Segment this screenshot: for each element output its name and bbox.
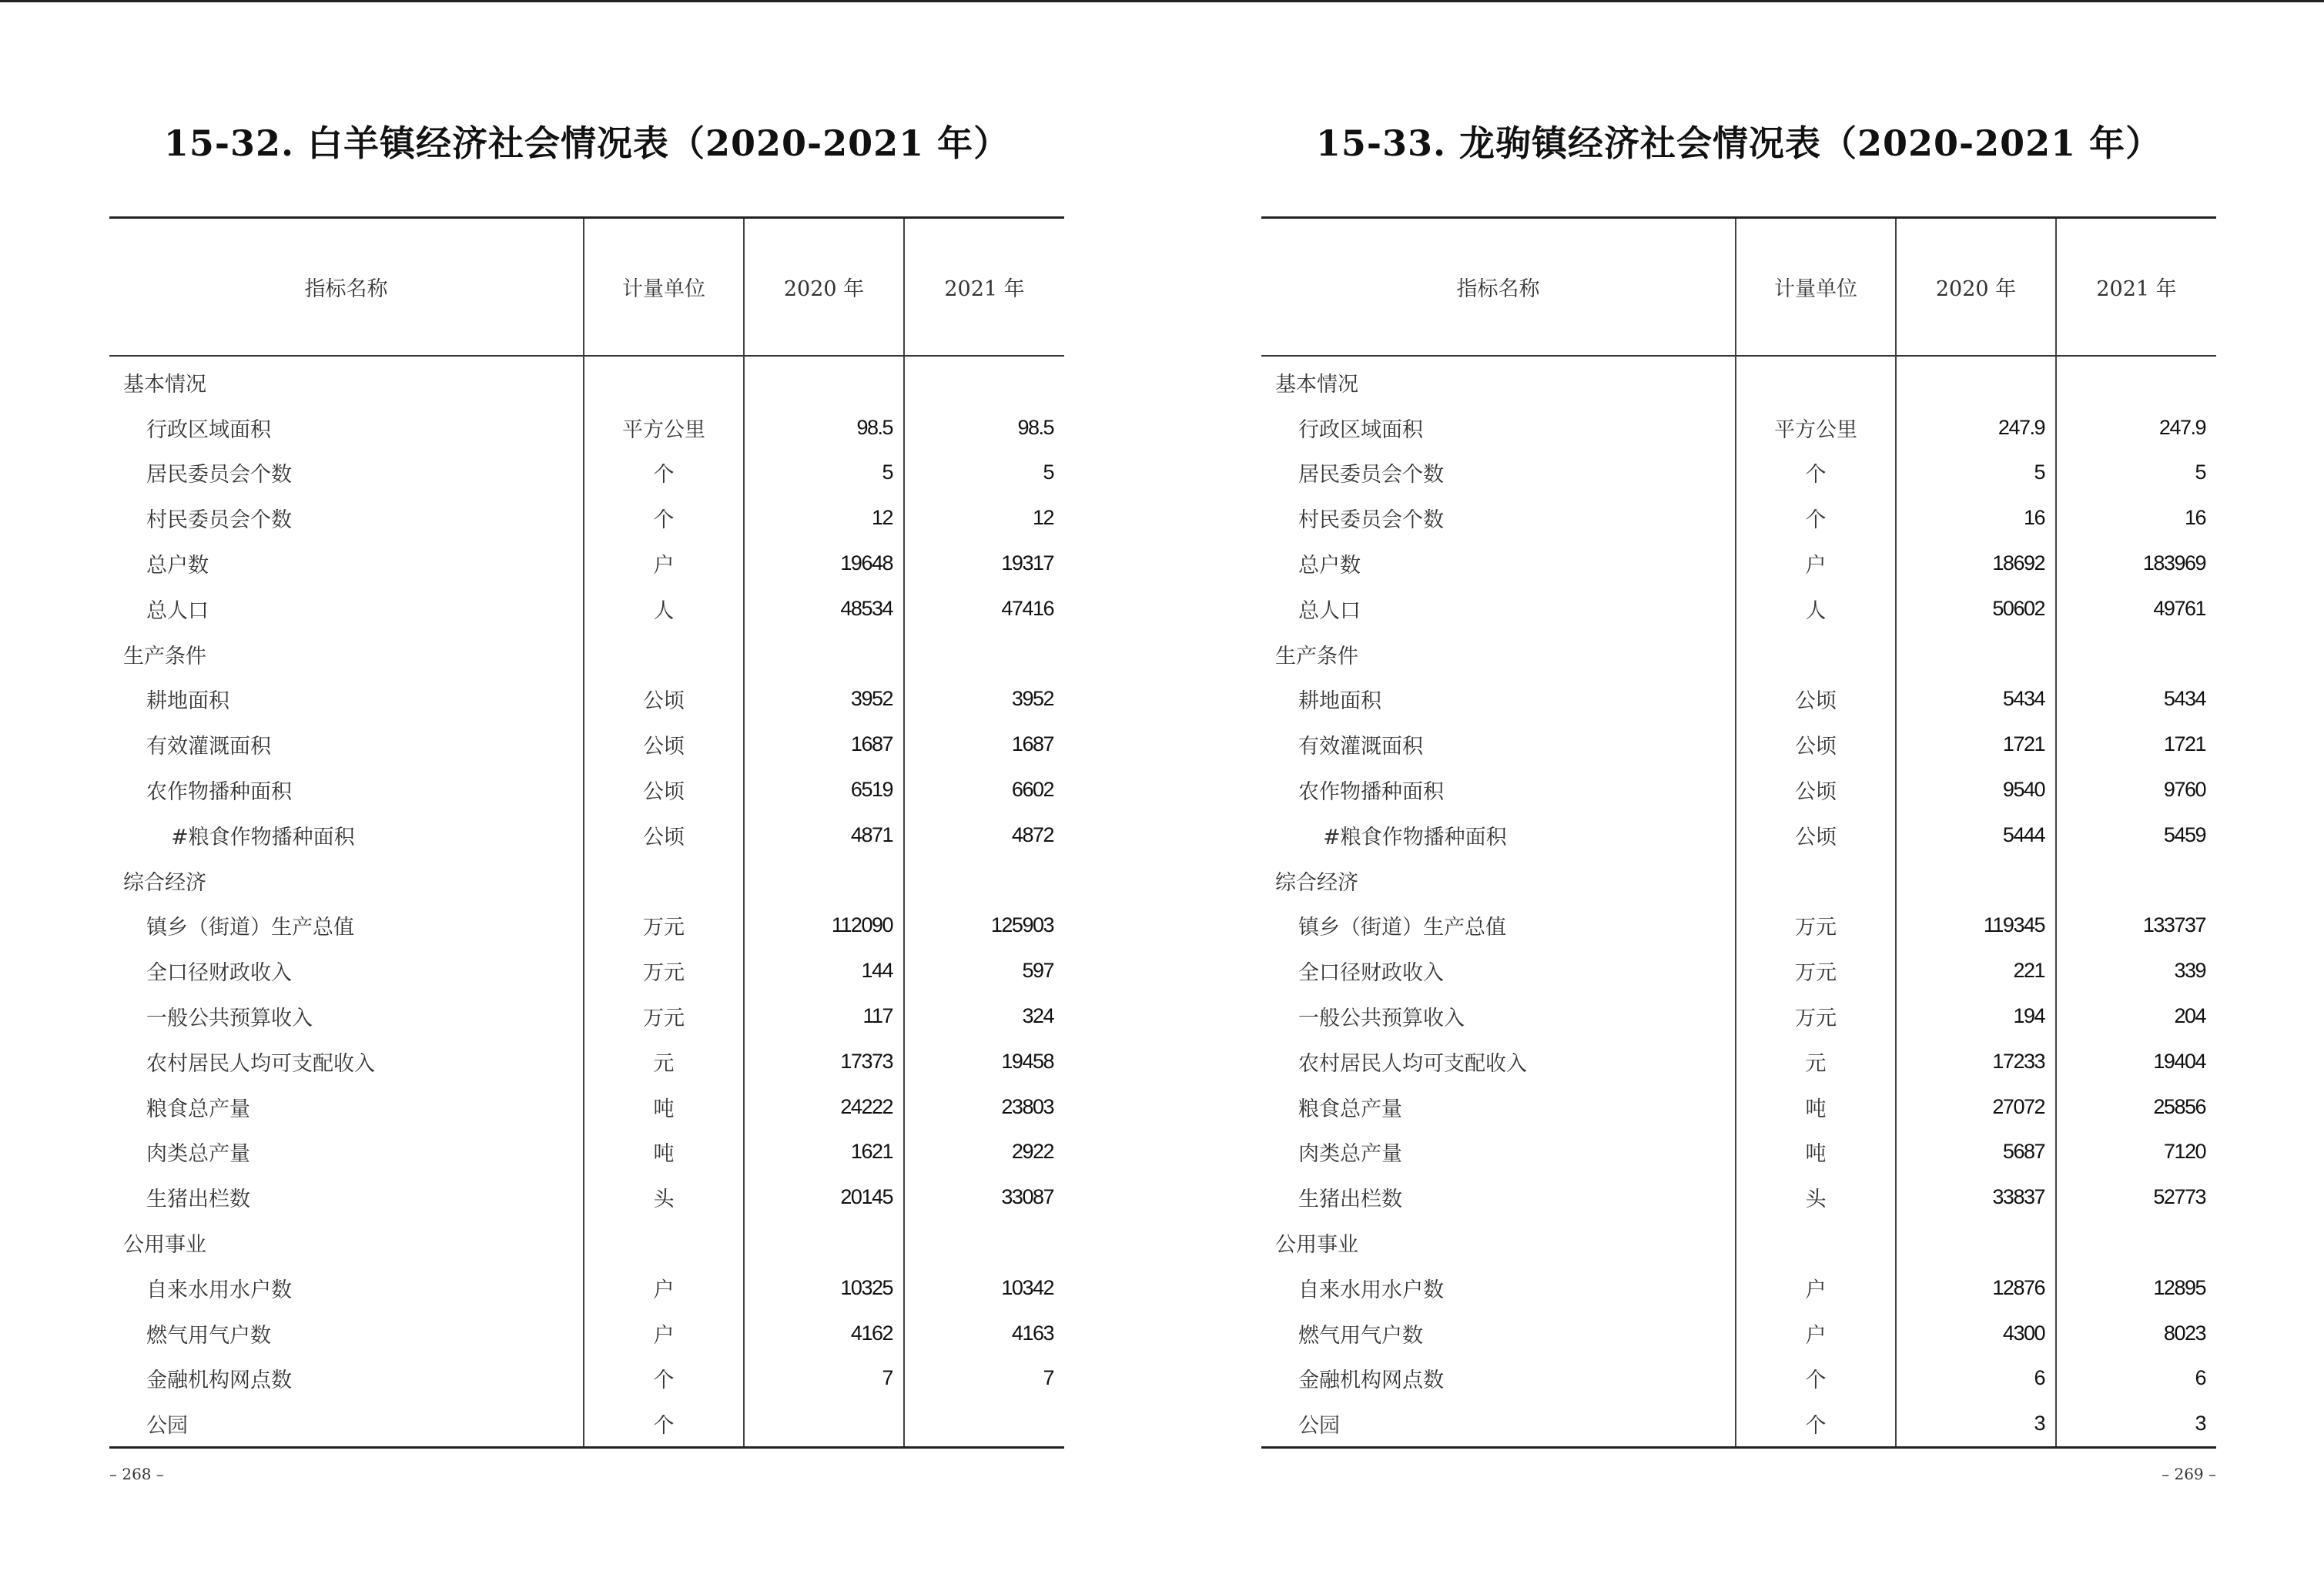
right-page bbox=[1261, 0, 2216, 1588]
value-2020-cell: 4300 bbox=[1896, 1311, 2056, 1356]
section-header-row bbox=[1261, 1220, 2216, 1265]
unit-cell: 公顷 bbox=[584, 812, 744, 858]
value-2021-cell: 6 bbox=[2056, 1356, 2216, 1402]
indicator-name-cell: 总户数 bbox=[146, 554, 209, 578]
indicator-name-cell: 村民委员会个数 bbox=[146, 508, 292, 533]
value-2020-cell bbox=[1896, 632, 2056, 677]
unit-cell: 吨 bbox=[1736, 1130, 1896, 1175]
page-number: – 268 – bbox=[109, 1465, 164, 1483]
value-2020-cell: 19648 bbox=[744, 541, 904, 586]
indicator-name-cell: 村民委员会个数 bbox=[1298, 508, 1444, 533]
unit-cell: 万元 bbox=[1736, 903, 1896, 949]
unit-cell bbox=[584, 858, 744, 903]
section-header-row bbox=[1261, 632, 2216, 677]
value-2021-cell: 5459 bbox=[2056, 812, 2216, 858]
table-row bbox=[109, 722, 1064, 767]
value-2021-cell bbox=[2056, 1220, 2216, 1265]
unit-cell: 户 bbox=[584, 1311, 744, 1356]
indicator-name-cell: 肉类总产量 bbox=[146, 1142, 250, 1167]
unit-cell: 万元 bbox=[584, 948, 744, 993]
table-row bbox=[1261, 722, 2216, 767]
unit-cell: 公顷 bbox=[584, 677, 744, 722]
table-row bbox=[1261, 993, 2216, 1039]
table-row bbox=[1261, 1356, 2216, 1402]
unit-cell: 个 bbox=[584, 1356, 744, 1402]
unit-cell bbox=[1736, 1220, 1896, 1265]
header-unit: 计量单位 bbox=[584, 218, 744, 357]
value-2021-cell: 1721 bbox=[2056, 722, 2216, 767]
value-2021-cell: 19317 bbox=[904, 541, 1064, 586]
value-2020-cell: 48534 bbox=[744, 586, 904, 632]
value-2021-cell: 4872 bbox=[904, 812, 1064, 858]
value-2020-cell: 9540 bbox=[1896, 767, 2056, 812]
value-2020-cell: 17233 bbox=[1896, 1039, 2056, 1084]
value-2021-cell bbox=[2056, 858, 2216, 903]
table-row bbox=[109, 993, 1064, 1039]
unit-cell bbox=[584, 632, 744, 677]
indicator-name-cell: 粮食总产量 bbox=[1298, 1097, 1402, 1121]
table-row bbox=[109, 903, 1064, 949]
indicator-name-cell: 基本情况 bbox=[1275, 372, 1358, 397]
unit-cell bbox=[1736, 858, 1896, 903]
indicator-name-cell: 自来水用水户数 bbox=[1298, 1278, 1444, 1302]
value-2020-cell: 27072 bbox=[1896, 1084, 2056, 1130]
value-2021-cell bbox=[904, 1220, 1064, 1265]
indicator-name-cell: 行政区域面积 bbox=[146, 417, 271, 442]
unit-cell: 万元 bbox=[584, 993, 744, 1039]
value-2021-cell: 12895 bbox=[2056, 1265, 2216, 1311]
table-row bbox=[1261, 1401, 2216, 1447]
table-row bbox=[109, 677, 1064, 722]
value-2021-cell bbox=[2056, 356, 2216, 405]
value-2021-cell: 3 bbox=[2056, 1401, 2216, 1447]
value-2021-cell: 324 bbox=[904, 993, 1064, 1039]
unit-cell: 万元 bbox=[1736, 948, 1896, 993]
value-2020-cell: 5434 bbox=[1896, 677, 2056, 722]
value-2020-cell: 16 bbox=[1896, 495, 2056, 541]
value-2020-cell: 6519 bbox=[744, 767, 904, 812]
value-2020-cell: 98.5 bbox=[744, 405, 904, 451]
table-row bbox=[1261, 903, 2216, 949]
unit-cell: 元 bbox=[1736, 1039, 1896, 1084]
value-2020-cell: 1687 bbox=[744, 722, 904, 767]
table-row bbox=[1261, 948, 2216, 993]
indicator-name-cell: 农村居民人均可支配收入 bbox=[1298, 1051, 1527, 1076]
unit-cell: 个 bbox=[1736, 451, 1896, 496]
value-2021-cell: 12 bbox=[904, 495, 1064, 541]
header-year-2021: 2021 年 bbox=[2056, 218, 2216, 357]
unit-cell: 平方公里 bbox=[1736, 405, 1896, 451]
header-year-2021: 2021 年 bbox=[904, 218, 1064, 357]
indicator-name-cell: 居民委员会个数 bbox=[1298, 463, 1444, 487]
value-2021-cell: 16 bbox=[2056, 495, 2216, 541]
table-row bbox=[109, 1130, 1064, 1175]
value-2021-cell bbox=[904, 632, 1064, 677]
value-2020-cell bbox=[1896, 1220, 2056, 1265]
unit-cell: 公顷 bbox=[584, 767, 744, 812]
table-row bbox=[1261, 1174, 2216, 1220]
indicator-name-cell: 农作物播种面积 bbox=[146, 780, 292, 805]
unit-cell: 公顷 bbox=[1736, 677, 1896, 722]
value-2020-cell bbox=[1896, 858, 2056, 903]
header-indicator-name: 指标名称 bbox=[1261, 218, 1736, 357]
value-2021-cell: 204 bbox=[2056, 993, 2216, 1039]
indicator-name-cell: 一般公共预算收入 bbox=[1298, 1007, 1465, 1031]
table-row bbox=[109, 1084, 1064, 1130]
indicator-name-cell: 生猪出栏数 bbox=[1298, 1188, 1402, 1212]
stats-table bbox=[1261, 216, 2216, 1449]
indicator-name-cell: 耕地面积 bbox=[146, 689, 229, 714]
value-2021-cell: 6602 bbox=[904, 767, 1064, 812]
value-2021-cell: 98.5 bbox=[904, 405, 1064, 451]
indicator-name-cell: 公用事业 bbox=[1275, 1233, 1358, 1258]
indicator-name-cell: 总人口 bbox=[146, 598, 209, 623]
value-2020-cell: 50602 bbox=[1896, 586, 2056, 632]
indicator-name-cell: 燃气用气户数 bbox=[1298, 1323, 1423, 1348]
value-2021-cell: 8023 bbox=[2056, 1311, 2216, 1356]
indicator-name-cell: 农村居民人均可支配收入 bbox=[146, 1051, 375, 1076]
unit-cell: 个 bbox=[1736, 1356, 1896, 1402]
value-2020-cell bbox=[744, 1401, 904, 1447]
indicator-name-cell: 基本情况 bbox=[123, 372, 206, 397]
unit-cell bbox=[584, 356, 744, 405]
value-2020-cell: 12 bbox=[744, 495, 904, 541]
value-2020-cell: 194 bbox=[1896, 993, 2056, 1039]
value-2020-cell: 5 bbox=[744, 451, 904, 496]
page-title: 15-32. 白羊镇经济社会情况表（2020-2021 年） bbox=[163, 122, 1010, 164]
table-row bbox=[1261, 812, 2216, 858]
unit-cell: 个 bbox=[1736, 1401, 1896, 1447]
value-2021-cell: 183969 bbox=[2056, 541, 2216, 586]
indicator-name-cell: 有效灌溉面积 bbox=[1298, 735, 1423, 759]
value-2021-cell: 2922 bbox=[904, 1130, 1064, 1175]
value-2020-cell: 4162 bbox=[744, 1311, 904, 1356]
unit-cell bbox=[1736, 632, 1896, 677]
unit-cell: 头 bbox=[1736, 1174, 1896, 1220]
unit-cell: 户 bbox=[1736, 1311, 1896, 1356]
value-2020-cell: 5687 bbox=[1896, 1130, 2056, 1175]
section-header-row bbox=[1261, 858, 2216, 903]
table-row bbox=[1261, 677, 2216, 722]
indicator-name-cell: 全口径财政收入 bbox=[1298, 961, 1444, 986]
value-2020-cell bbox=[1896, 356, 2056, 405]
value-2021-cell: 10342 bbox=[904, 1265, 1064, 1311]
table-row bbox=[1261, 495, 2216, 541]
indicator-name-cell: 一般公共预算收入 bbox=[146, 1007, 313, 1031]
value-2020-cell: 18692 bbox=[1896, 541, 2056, 586]
table-row bbox=[109, 451, 1064, 496]
unit-cell: 人 bbox=[1736, 586, 1896, 632]
value-2020-cell: 247.9 bbox=[1896, 405, 2056, 451]
unit-cell: 户 bbox=[1736, 541, 1896, 586]
table-row bbox=[1261, 1311, 2216, 1356]
table-row bbox=[1261, 451, 2216, 496]
value-2020-cell: 24222 bbox=[744, 1084, 904, 1130]
value-2021-cell: 47416 bbox=[904, 586, 1064, 632]
value-2020-cell: 3952 bbox=[744, 677, 904, 722]
table-row bbox=[1261, 405, 2216, 451]
indicator-name-cell: 耕地面积 bbox=[1298, 689, 1381, 714]
indicator-name-cell: 公园 bbox=[1298, 1414, 1340, 1439]
unit-cell: 元 bbox=[584, 1039, 744, 1084]
value-2021-cell: 9760 bbox=[2056, 767, 2216, 812]
section-header-row bbox=[109, 356, 1064, 405]
value-2021-cell: 133737 bbox=[2056, 903, 2216, 949]
section-header-row bbox=[109, 632, 1064, 677]
table-row bbox=[109, 767, 1064, 812]
indicator-name-cell: 自来水用水户数 bbox=[146, 1278, 292, 1302]
value-2020-cell bbox=[744, 632, 904, 677]
value-2021-cell: 7120 bbox=[2056, 1130, 2216, 1175]
indicator-name-cell: 有效灌溉面积 bbox=[146, 735, 271, 759]
unit-cell: 公顷 bbox=[1736, 767, 1896, 812]
indicator-name-cell: 金融机构网点数 bbox=[146, 1369, 292, 1393]
value-2020-cell: 10325 bbox=[744, 1265, 904, 1311]
unit-cell: 头 bbox=[584, 1174, 744, 1220]
unit-cell: 个 bbox=[584, 1401, 744, 1447]
value-2021-cell: 49761 bbox=[2056, 586, 2216, 632]
indicator-name-cell: 镇乡（街道）生产总值 bbox=[1298, 916, 1506, 940]
value-2021-cell bbox=[2056, 632, 2216, 677]
value-2021-cell: 7 bbox=[904, 1356, 1064, 1402]
unit-cell: 公顷 bbox=[1736, 722, 1896, 767]
unit-cell bbox=[584, 1220, 744, 1265]
indicator-name-cell: 生猪出栏数 bbox=[146, 1188, 250, 1212]
indicator-name-cell: 燃气用气户数 bbox=[146, 1323, 271, 1348]
value-2021-cell: 597 bbox=[904, 948, 1064, 993]
header-indicator-name: 指标名称 bbox=[109, 218, 584, 357]
value-2021-cell: 5434 bbox=[2056, 677, 2216, 722]
value-2020-cell: 6 bbox=[1896, 1356, 2056, 1402]
value-2021-cell: 19458 bbox=[904, 1039, 1064, 1084]
value-2020-cell bbox=[744, 1220, 904, 1265]
table-row bbox=[109, 495, 1064, 541]
value-2021-cell: 23803 bbox=[904, 1084, 1064, 1130]
table-row bbox=[109, 1039, 1064, 1084]
table-row bbox=[1261, 1039, 2216, 1084]
unit-cell: 个 bbox=[1736, 495, 1896, 541]
table-row bbox=[109, 1265, 1064, 1311]
left-page bbox=[109, 0, 1064, 1588]
table-row bbox=[109, 812, 1064, 858]
unit-cell: 吨 bbox=[584, 1130, 744, 1175]
unit-cell: 吨 bbox=[584, 1084, 744, 1130]
unit-cell bbox=[1736, 356, 1896, 405]
unit-cell: 人 bbox=[584, 586, 744, 632]
value-2021-cell: 339 bbox=[2056, 948, 2216, 993]
indicator-name-cell: 生产条件 bbox=[123, 644, 206, 668]
value-2020-cell: 5 bbox=[1896, 451, 2056, 496]
value-2020-cell: 3 bbox=[1896, 1401, 2056, 1447]
unit-cell: 平方公里 bbox=[584, 405, 744, 451]
table-row bbox=[109, 586, 1064, 632]
indicator-name-cell: 综合经济 bbox=[123, 870, 206, 895]
section-header-row bbox=[109, 1220, 1064, 1265]
section-header-row bbox=[1261, 356, 2216, 405]
indicator-name-cell: 全口径财政收入 bbox=[146, 961, 292, 986]
unit-cell: 个 bbox=[584, 495, 744, 541]
section-header-row bbox=[109, 858, 1064, 903]
unit-cell: 万元 bbox=[1736, 993, 1896, 1039]
indicator-name-cell: 公用事业 bbox=[123, 1233, 206, 1258]
table-row bbox=[109, 1311, 1064, 1356]
unit-cell: 个 bbox=[584, 451, 744, 496]
value-2020-cell: 12876 bbox=[1896, 1265, 2056, 1311]
value-2020-cell: 4871 bbox=[744, 812, 904, 858]
value-2020-cell: 1621 bbox=[744, 1130, 904, 1175]
header-year-2020: 2020 年 bbox=[1896, 218, 2056, 357]
indicator-name-cell: 居民委员会个数 bbox=[146, 463, 292, 487]
table-row bbox=[109, 1401, 1064, 1447]
value-2020-cell bbox=[744, 356, 904, 405]
unit-cell: 吨 bbox=[1736, 1084, 1896, 1130]
stats-table bbox=[109, 216, 1064, 1449]
unit-cell: 户 bbox=[584, 1265, 744, 1311]
indicator-name-cell: 公园 bbox=[146, 1414, 188, 1439]
indicator-name-cell: #粮食作物播种面积 bbox=[171, 825, 355, 849]
unit-cell: 万元 bbox=[584, 903, 744, 949]
indicator-name-cell: 行政区域面积 bbox=[1298, 417, 1423, 442]
indicator-name-cell: 综合经济 bbox=[1275, 870, 1358, 895]
value-2021-cell bbox=[904, 1401, 1064, 1447]
value-2020-cell: 7 bbox=[744, 1356, 904, 1402]
value-2021-cell: 125903 bbox=[904, 903, 1064, 949]
unit-cell: 公顷 bbox=[1736, 812, 1896, 858]
value-2021-cell: 3952 bbox=[904, 677, 1064, 722]
value-2020-cell: 119345 bbox=[1896, 903, 2056, 949]
value-2020-cell bbox=[744, 858, 904, 903]
table-row bbox=[109, 1356, 1064, 1402]
indicator-name-cell: 农作物播种面积 bbox=[1298, 780, 1444, 805]
unit-cell: 户 bbox=[1736, 1265, 1896, 1311]
header-unit: 计量单位 bbox=[1736, 218, 1896, 357]
value-2021-cell: 247.9 bbox=[2056, 405, 2216, 451]
table-row bbox=[109, 948, 1064, 993]
value-2021-cell bbox=[904, 858, 1064, 903]
table-row bbox=[109, 1174, 1064, 1220]
value-2020-cell: 117 bbox=[744, 993, 904, 1039]
value-2020-cell: 112090 bbox=[744, 903, 904, 949]
indicator-name-cell: 总户数 bbox=[1298, 554, 1361, 578]
value-2021-cell: 19404 bbox=[2056, 1039, 2216, 1084]
unit-cell: 户 bbox=[584, 541, 744, 586]
indicator-name-cell: 金融机构网点数 bbox=[1298, 1369, 1444, 1393]
value-2021-cell: 4163 bbox=[904, 1311, 1064, 1356]
table-header-row bbox=[109, 218, 1064, 357]
table-row bbox=[109, 541, 1064, 586]
value-2021-cell: 52773 bbox=[2056, 1174, 2216, 1220]
value-2020-cell: 221 bbox=[1896, 948, 2056, 993]
table-row bbox=[1261, 541, 2216, 586]
table-row bbox=[1261, 1265, 2216, 1311]
value-2021-cell: 33087 bbox=[904, 1174, 1064, 1220]
value-2021-cell: 5 bbox=[904, 451, 1064, 496]
indicator-name-cell: 生产条件 bbox=[1275, 644, 1358, 668]
table-body bbox=[1261, 356, 2216, 1448]
value-2021-cell bbox=[904, 356, 1064, 405]
value-2020-cell: 33837 bbox=[1896, 1174, 2056, 1220]
table-row bbox=[1261, 586, 2216, 632]
value-2020-cell: 144 bbox=[744, 948, 904, 993]
value-2020-cell: 1721 bbox=[1896, 722, 2056, 767]
page-title: 15-33. 龙驹镇经济社会情况表（2020-2021 年） bbox=[1315, 122, 2162, 164]
table-row bbox=[109, 405, 1064, 451]
indicator-name-cell: #粮食作物播种面积 bbox=[1323, 825, 1507, 849]
table-header-row bbox=[1261, 218, 2216, 357]
unit-cell: 公顷 bbox=[584, 722, 744, 767]
value-2021-cell: 25856 bbox=[2056, 1084, 2216, 1130]
value-2020-cell: 20145 bbox=[744, 1174, 904, 1220]
value-2021-cell: 1687 bbox=[904, 722, 1064, 767]
table-row bbox=[1261, 1084, 2216, 1130]
page-number: – 269 – bbox=[2162, 1465, 2216, 1483]
indicator-name-cell: 镇乡（街道）生产总值 bbox=[146, 916, 354, 940]
table-body bbox=[109, 356, 1064, 1448]
indicator-name-cell: 肉类总产量 bbox=[1298, 1142, 1402, 1167]
table-row bbox=[1261, 767, 2216, 812]
value-2021-cell: 5 bbox=[2056, 451, 2216, 496]
indicator-name-cell: 总人口 bbox=[1298, 598, 1361, 623]
value-2020-cell: 5444 bbox=[1896, 812, 2056, 858]
table-row bbox=[1261, 1130, 2216, 1175]
header-year-2020: 2020 年 bbox=[744, 218, 904, 357]
indicator-name-cell: 粮食总产量 bbox=[146, 1097, 250, 1121]
value-2020-cell: 17373 bbox=[744, 1039, 904, 1084]
